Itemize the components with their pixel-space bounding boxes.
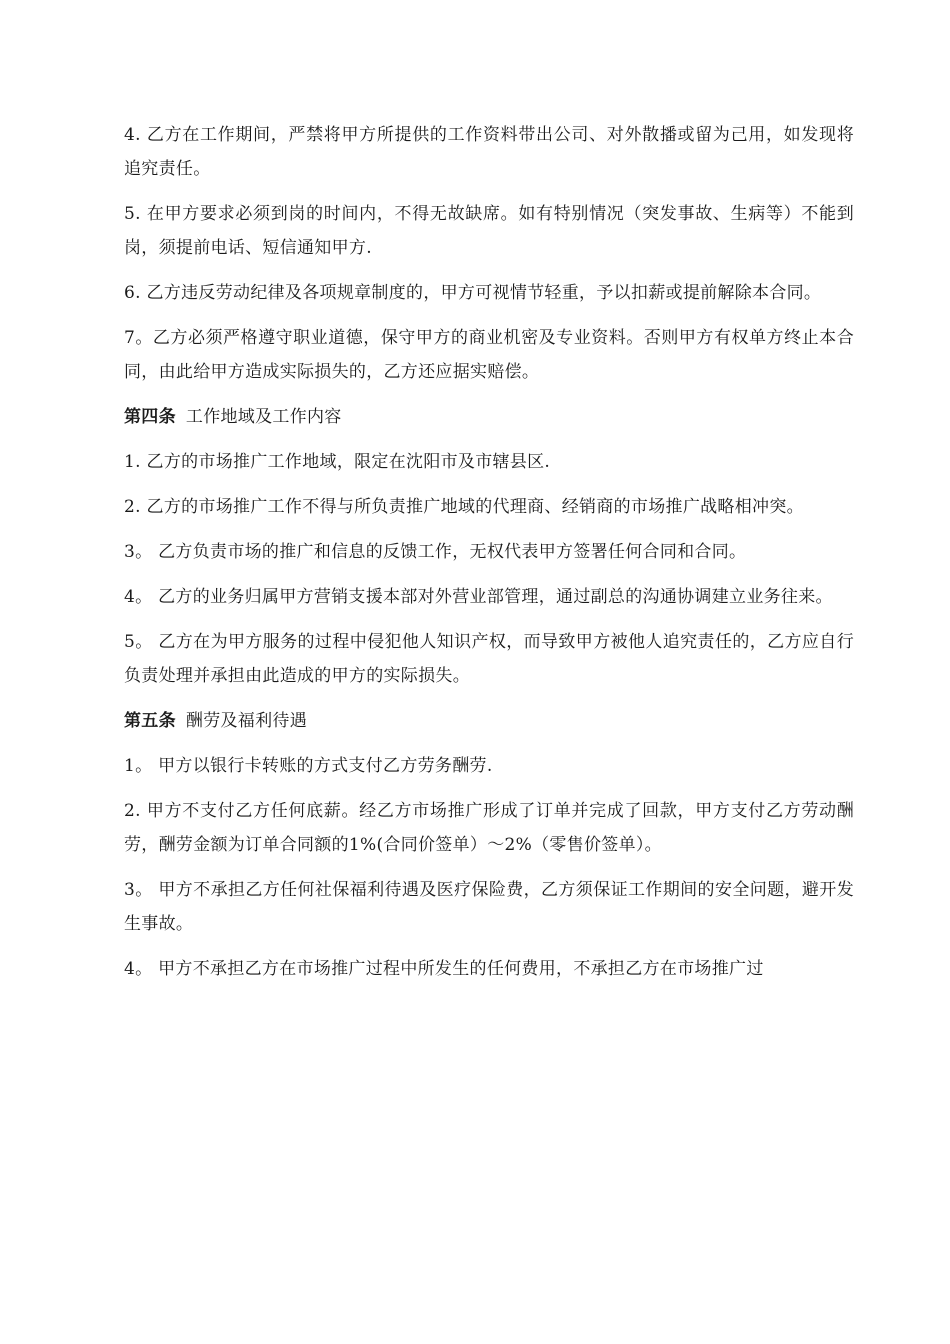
document-body	[124, 118, 854, 997]
clause-3-item-4: 4. 乙方在工作期间，严禁将甲方所提供的工作资料带出公司、对外散播或留为己用，如发现将追究责任。	[124, 125, 854, 179]
clause-5-item-4: 4。 甲方不承担乙方在市场推广过程中所发生的任何费用，不承担乙方在市场推广过	[124, 959, 764, 979]
clause-4-item-5: 5。 乙方在为甲方服务的过程中侵犯他人知识产权，而导致甲方被他人追究责任的，乙方应自行负责处理并承担由此造成的甲方的实际损失。	[124, 632, 854, 686]
clause-4-item-2: 2. 乙方的市场推广工作不得与所负责推广地域的代理商、经销商的市场推广战略相冲突。	[124, 497, 804, 517]
clause-5-item-2: 2. 甲方不支付乙方任何底薪。经乙方市场推广形成了订单并完成了回款，甲方支付乙方劳动酬劳，酬劳金额为订单合同额的1%(合同价签单）～2%（零售价签单）。	[124, 801, 854, 855]
clause-5-number: 第五条	[124, 711, 176, 731]
clause-4-item-4: 4。 乙方的业务归属甲方营销支援本部对外营业部管理，通过副总的沟通协调建立业务往来。	[124, 587, 833, 607]
clause-3-item-5: 5. 在甲方要求必须到岗的时间内，不得无故缺席。如有特别情况（突发事故、生病等）不能到岗，须提前电话、短信通知甲方.	[124, 204, 854, 258]
clause-4-title: 工作地域及工作内容	[185, 407, 342, 427]
clause-5-heading	[124, 704, 854, 738]
clause-3-item-6: 6. 乙方违反劳动纪律及各项规章制度的，甲方可视情节轻重，予以扣薪或提前解除本合同。	[124, 283, 822, 303]
clause-4-number: 第四条	[124, 407, 176, 427]
clause-4-item-1: 1. 乙方的市场推广工作地域，限定在沈阳市及市辖县区.	[124, 452, 551, 472]
clause-5-item-3: 3。 甲方不承担乙方任何社保福利待遇及医疗保险费，乙方须保证工作期间的安全问题，避开发生事故。	[124, 880, 854, 934]
clause-4-heading	[124, 400, 854, 434]
clause-5-title: 酬劳及福利待遇	[185, 711, 308, 731]
clause-4-item-3: 3。 乙方负责市场的推广和信息的反馈工作，无权代表甲方签署任何合同和合同。	[124, 542, 747, 562]
clause-3-item-7: 7。乙方必须严格遵守职业道德，保守甲方的商业机密及专业资料。否则甲方有权单方终止本合同，由此给甲方造成实际损失的，乙方还应据实赔偿。	[124, 328, 854, 382]
clause-5-item-1: 1。 甲方以银行卡转账的方式支付乙方劳务酬劳.	[124, 756, 493, 776]
